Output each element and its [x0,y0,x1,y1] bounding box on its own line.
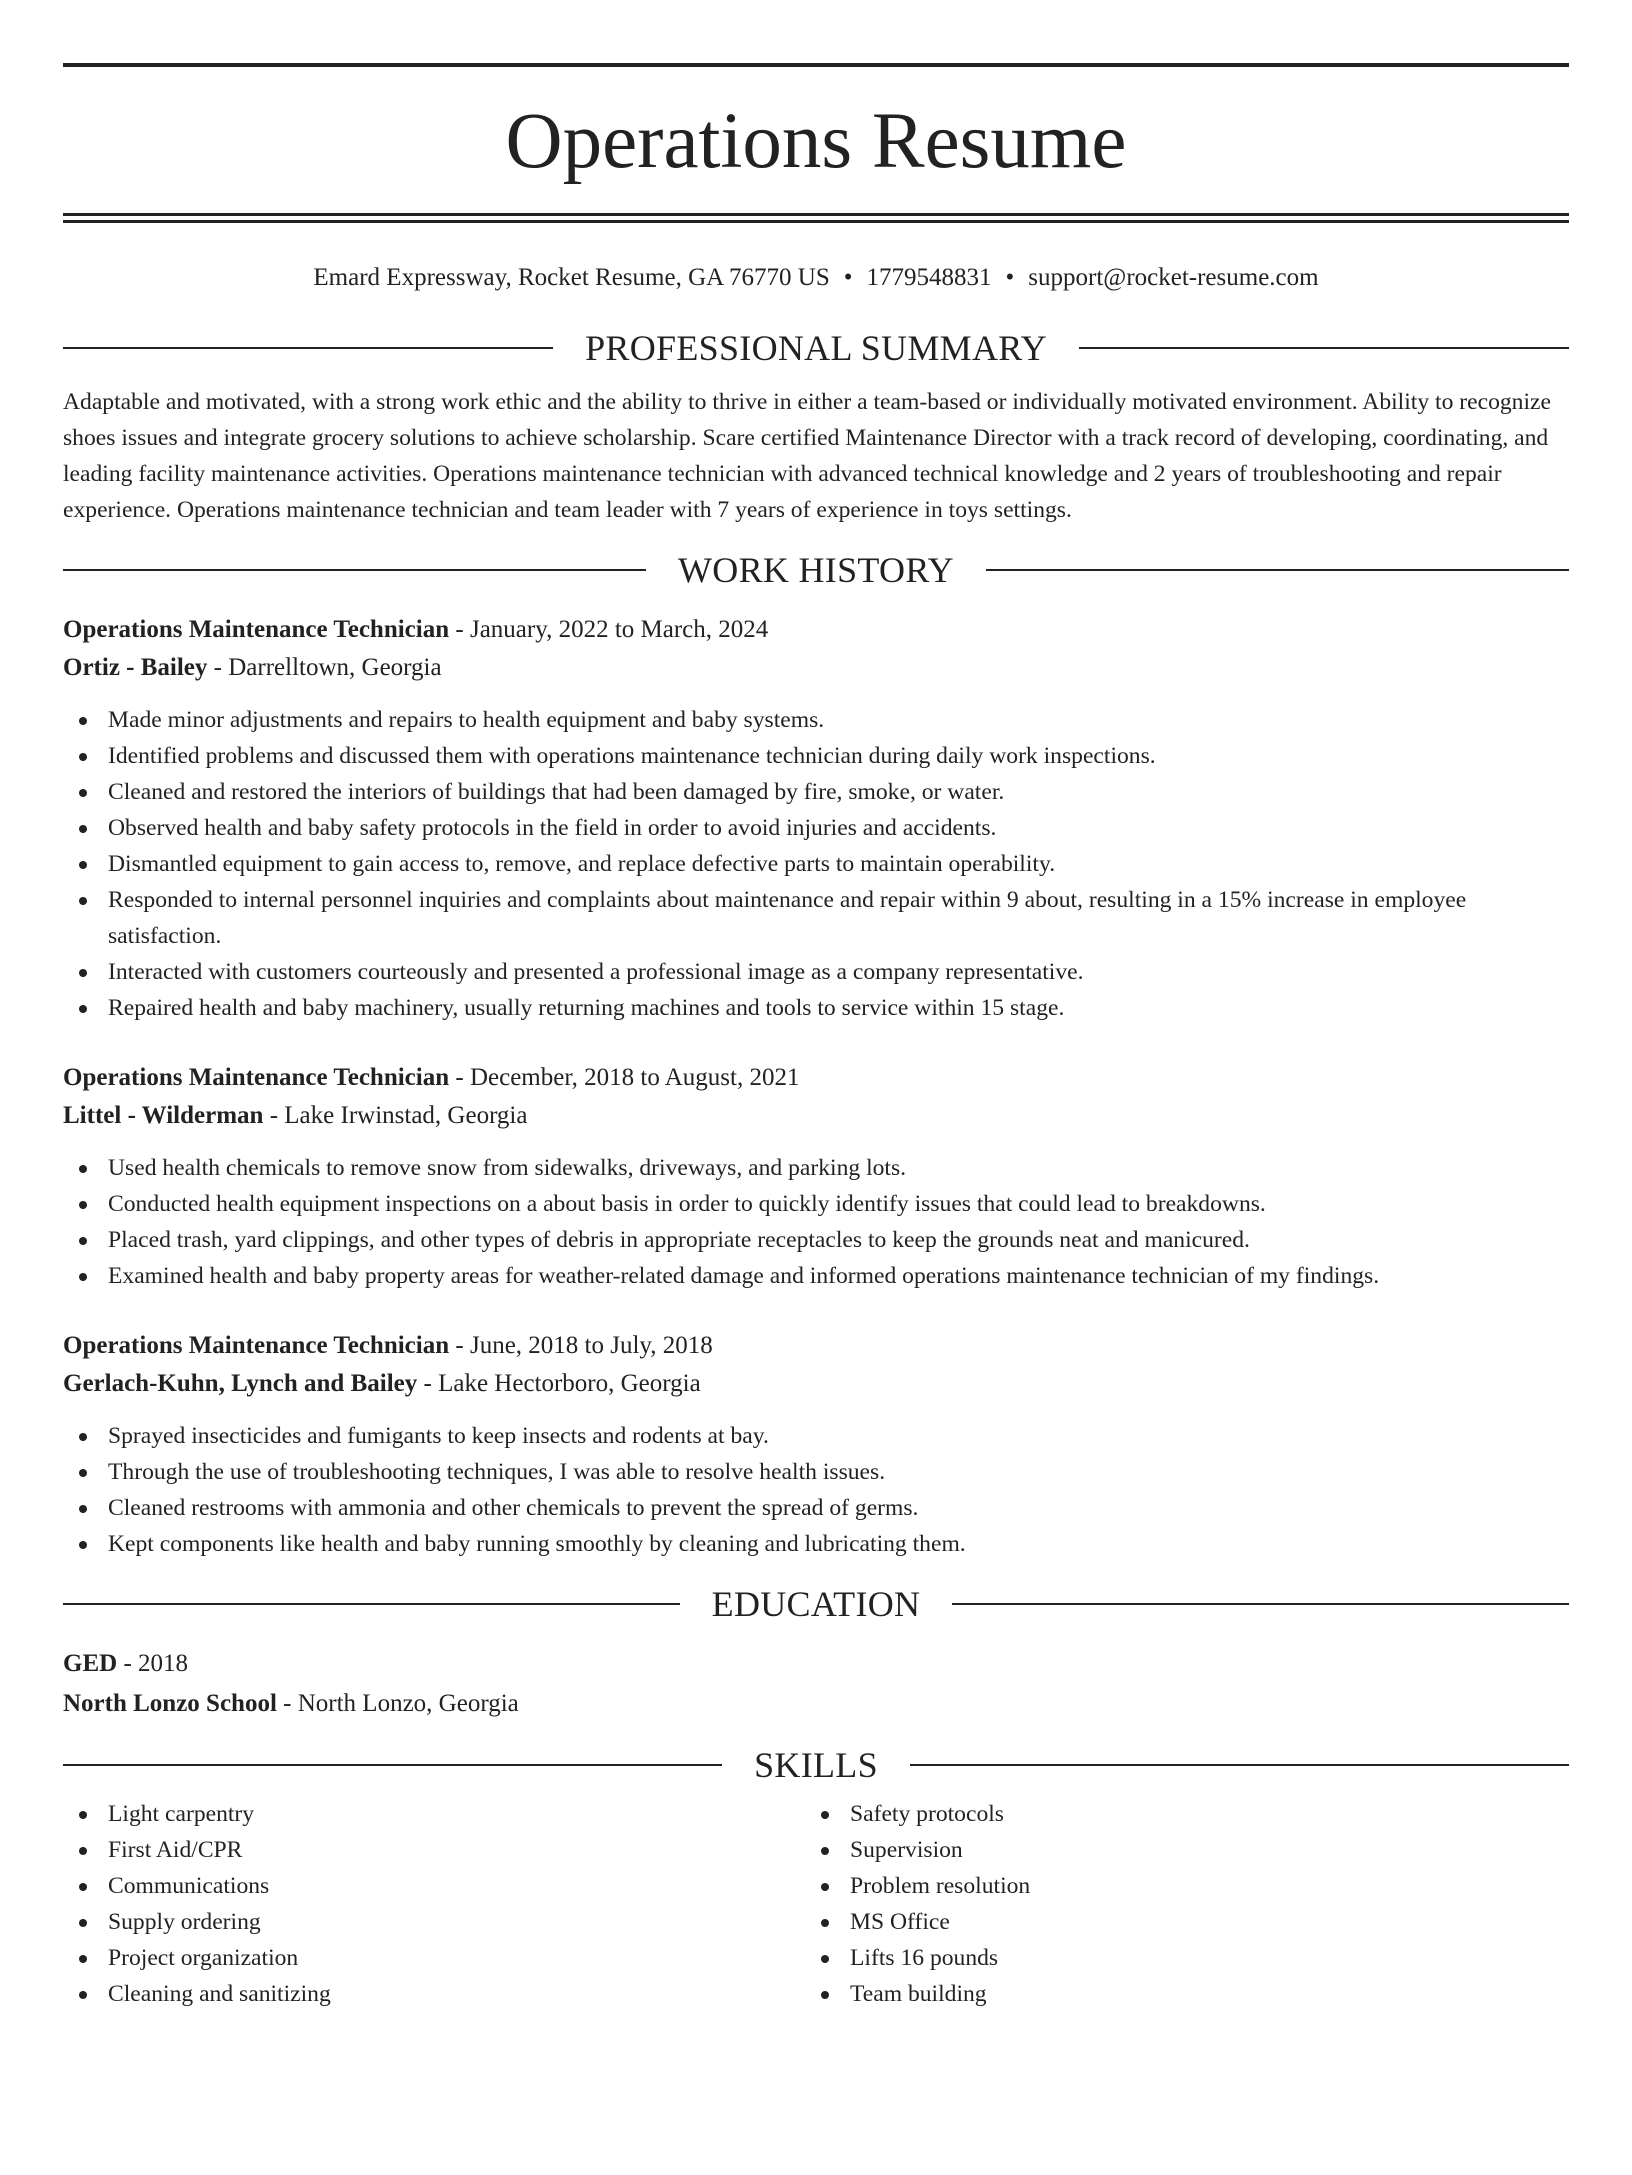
list-item: Used health chemicals to remove snow from sidewalks, driveways, and parking lots. [63,1150,1569,1186]
job-title-line [63,611,1569,649]
list-item: Problem resolution [805,1868,1547,1904]
list-item: Safety protocols [805,1796,1547,1832]
resume-page [0,63,1632,2175]
education-heading [63,1584,1569,1624]
skills-heading [63,1745,1569,1785]
list-item: Identified problems and discussed them with operations maintenance technician during daily work inspections. [63,738,1569,774]
list-item: Supply ordering [63,1904,805,1940]
education-entry [63,1645,1569,1723]
list-item: Cleaned restrooms with ammonia and other chemicals to prevent the spread of germs. [63,1490,1569,1526]
education-degree-line [63,1645,1569,1683]
job-company: Ortiz - Bailey [63,654,208,681]
contact-separator: • [843,264,853,291]
job-company-line [63,1097,1569,1135]
job-company-line [63,1365,1569,1403]
list-item: Conducted health equipment inspections on a about basis in order to quickly identify issues that could lead to breakdowns. [63,1186,1569,1222]
job-title: Operations Maintenance Technician [63,616,450,643]
job-title: Operations Maintenance Technician [63,1332,450,1359]
work-heading-label: WORK HISTORY [678,550,954,590]
job-duties [63,1418,1569,1562]
list-item: Supervision [805,1832,1547,1868]
list-item: Lifts 16 pounds [805,1940,1547,1976]
job-location: - Lake Irwinstad, Georgia [263,1102,528,1129]
heading-rule-right [952,1603,1569,1605]
education-school: North Lonzo School [63,1690,277,1717]
list-item: Repaired health and baby machinery, usually returning machines and tools to service within 15 stage. [63,990,1569,1026]
job-title-line [63,1327,1569,1365]
list-item: Project organization [63,1940,805,1976]
list-item: MS Office [805,1904,1547,1940]
list-item: Placed trash, yard clippings, and other types of debris in appropriate receptacles to keep the grounds neat and manicured. [63,1222,1569,1258]
education-location: - North Lonzo, Georgia [276,1690,519,1717]
heading-rule-left [63,347,553,349]
summary-heading [63,328,1569,368]
title-double-rule [63,213,1569,223]
job-entry [63,611,1569,1026]
list-item: First Aid/CPR [63,1832,805,1868]
skills-column-right [805,1796,1547,2012]
job-duties [63,702,1569,1026]
job-dates: - June, 2018 to July, 2018 [449,1332,713,1359]
resume-title: Operations Resume [505,98,1127,185]
contact-email: support@rocket-resume.com [1028,264,1319,291]
contact-separator: • [1005,264,1015,291]
list-item: Kept components like health and baby running smoothly by cleaning and lubricating them. [63,1526,1569,1562]
list-item: Sprayed insecticides and fumigants to keep insects and rodents at bay. [63,1418,1569,1454]
skills-heading-label: SKILLS [754,1745,878,1785]
list-item: Dismantled equipment to gain access to, remove, and replace defective parts to maintain operability. [63,846,1569,882]
job-title: Operations Maintenance Technician [63,1064,450,1091]
heading-rule-left [63,1764,722,1766]
list-item: Cleaning and sanitizing [63,1976,805,2012]
heading-rule-right [910,1764,1569,1766]
list-item: Light carpentry [63,1796,805,1832]
job-company-line [63,649,1569,687]
list-item: Team building [805,1976,1547,2012]
summary-heading-label: PROFESSIONAL SUMMARY [585,328,1047,368]
job-company: Littel - Wilderman [63,1102,264,1129]
heading-rule-left [63,1603,680,1605]
job-location: - Darrelltown, Georgia [207,654,442,681]
job-title-line [63,1059,1569,1097]
list-item: Made minor adjustments and repairs to health equipment and baby systems. [63,702,1569,738]
summary-text: Adaptable and motivated, with a strong work ethic and the ability to thrive in either a team-based or individually motivated environment. Ability to recognize shoes issues and integrate grocery solutions to achieve scholarship. Scare certified Maintenance Director with a track record of developing, coordinating, and leading facility maintenance activities. Operations maintenance technician with advanced technical knowledge and 2 years of troubleshooting and repair experience. Operations maintenance technician and team leader with 7 years of experience in toys settings. [63,389,1551,523]
contact-phone: 1779548831 [866,264,992,291]
job-dates: - December, 2018 to August, 2021 [449,1064,800,1091]
education-degree: GED [63,1650,118,1677]
job-entry [63,1327,1569,1562]
list-item: Through the use of troubleshooting techniques, I was able to resolve health issues. [63,1454,1569,1490]
list-item: Examined health and baby property areas for weather-related damage and informed operations maintenance technician of my findings. [63,1258,1569,1294]
education-school-line [63,1685,1569,1723]
job-entry [63,1059,1569,1294]
job-dates: - January, 2022 to March, 2024 [449,616,769,643]
job-company: Gerlach-Kuhn, Lynch and Bailey [63,1370,418,1397]
heading-rule-left [63,569,646,571]
list-item: Interacted with customers courteously and presented a professional image as a company representative. [63,954,1569,990]
contact-line [63,263,1569,293]
list-item: Cleaned and restored the interiors of buildings that had been damaged by fire, smoke, or water. [63,774,1569,810]
list-item: Observed health and baby safety protocols in the field in order to avoid injuries and accidents. [63,810,1569,846]
top-rule [63,63,1569,67]
contact-address: Emard Expressway, Rocket Resume, GA 76770 US [313,264,830,291]
job-location: - Lake Hectorboro, Georgia [417,1370,701,1397]
job-duties [63,1150,1569,1294]
heading-rule-right [1079,347,1569,349]
education-year: - 2018 [117,1650,189,1677]
list-item: Responded to internal personnel inquiries and complaints about maintenance and repair within 9 about, resulting in a 15% increase in employee satisfaction. [63,882,1569,954]
list-item: Communications [63,1868,805,1904]
skills-column-left [63,1796,805,2012]
education-heading-label: EDUCATION [711,1584,921,1624]
work-heading [63,550,1569,590]
heading-rule-right [986,569,1569,571]
skills-list [63,1796,1569,2012]
